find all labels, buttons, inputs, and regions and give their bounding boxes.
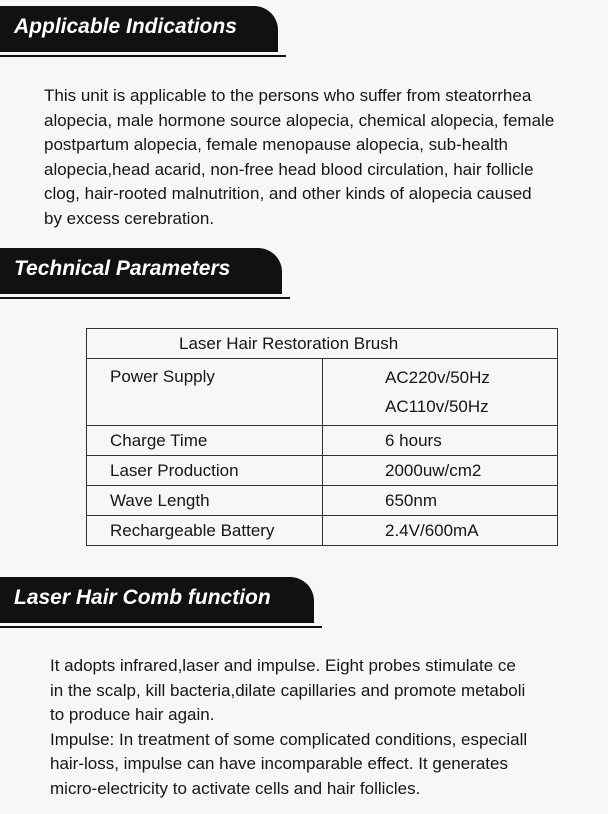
value-line: AC110v/50Hz (385, 397, 489, 416)
paragraph-line: hair-loss, impulse can have incomparable effect. It generates (50, 754, 508, 773)
indications-paragraph (44, 84, 554, 231)
paragraph-line: by excess cerebration. (44, 208, 215, 228)
row-label: Charge Time (87, 426, 323, 456)
table-row (87, 426, 558, 456)
paragraph-line: alopecia,head acarid, non-free head blood circulation, hair follicle (44, 159, 534, 179)
paragraph-line: micro-electricity to activate cells and hair follicles. (50, 778, 421, 798)
paragraph-line: clog, hair-rooted malnutrition, and other kinds of alopecia caused (44, 184, 532, 203)
table-row (87, 359, 558, 426)
row-value: 6 hours (323, 426, 558, 456)
section-header-technical (0, 248, 290, 294)
table-row (87, 456, 558, 486)
row-label: Rechargeable Battery (87, 516, 323, 546)
section-header-indications (0, 6, 286, 52)
section-title-technical: Technical Parameters (14, 257, 231, 280)
paragraph-line: to produce hair again. (50, 705, 215, 724)
row-value: 2.4V/600mA (323, 516, 558, 546)
paragraph-line: postpartum alopecia, female menopause alopecia, sub-health (44, 135, 509, 154)
table-header-row (87, 329, 558, 359)
table-row (87, 486, 558, 516)
row-value: 2000uw/cm2 (323, 456, 558, 486)
value-line: AC220v/50Hz (385, 368, 490, 387)
section-title-indications: Applicable Indications (14, 15, 237, 38)
row-label: Laser Production (87, 456, 323, 486)
row-label: Wave Length (87, 486, 323, 516)
paragraph-line: This unit is applicable to the persons who suffer from steatorrhea (44, 86, 532, 105)
paragraph-line: Impulse: In treatment of some complicated conditions, especiall (50, 729, 528, 749)
paragraph-line: It adopts infrared,laser and impulse. Eight probes stimulate ce (50, 656, 516, 675)
table-title: Laser Hair Restoration Brush (87, 329, 558, 359)
row-value (323, 359, 558, 426)
paragraph-line: alopecia, male hormone source alopecia, chemical alopecia, female (44, 110, 555, 130)
row-value: 650nm (323, 486, 558, 516)
technical-parameters-table (86, 328, 558, 546)
section-title-function: Laser Hair Comb function (14, 586, 271, 609)
paragraph-line: in the scalp, kill bacteria,dilate capillaries and promote metaboli (50, 680, 526, 700)
section-header-function (0, 577, 322, 623)
row-label: Power Supply (87, 359, 323, 426)
function-paragraph (50, 654, 527, 801)
table-row (87, 516, 558, 546)
